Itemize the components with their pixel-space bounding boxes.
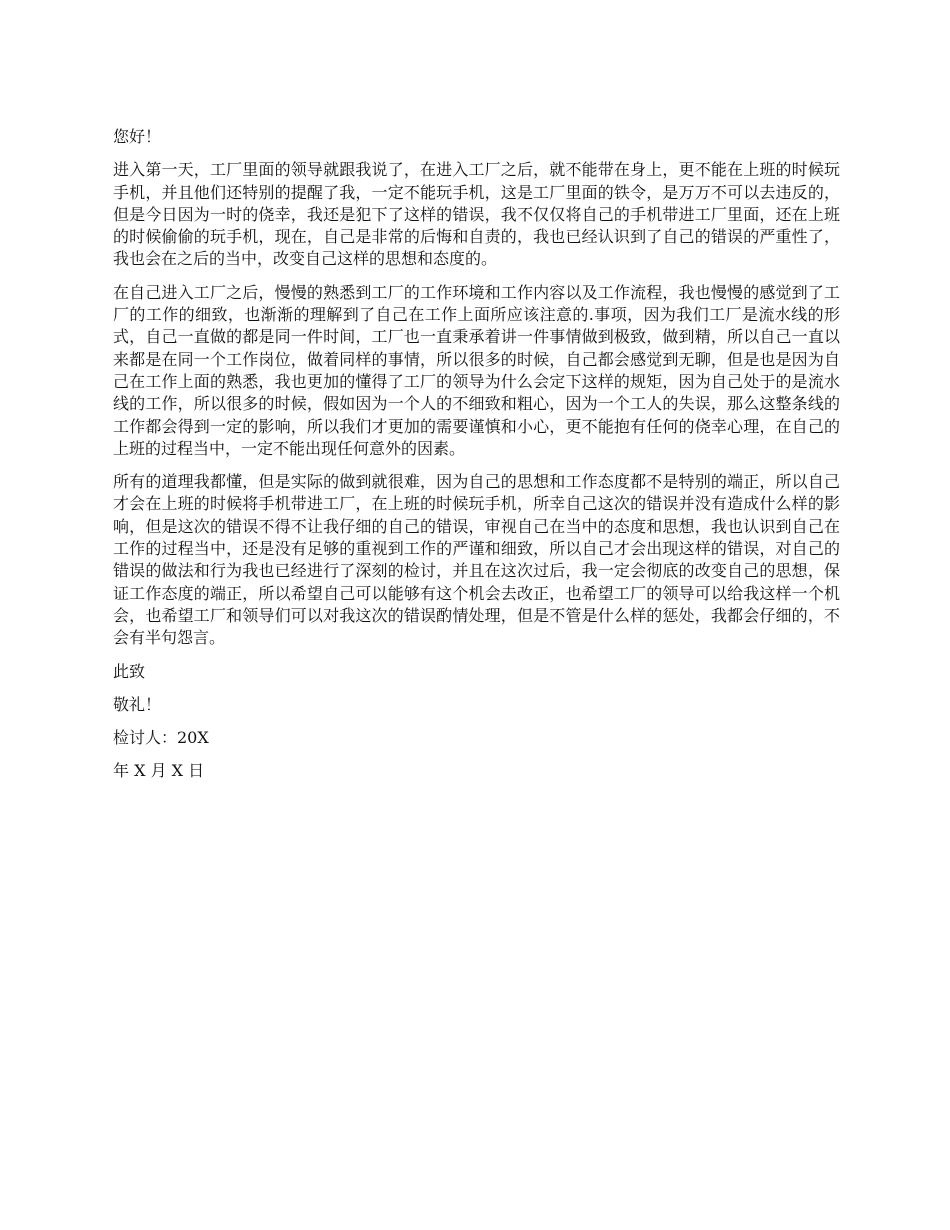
closing-line-1: 此致 [113,661,146,681]
signature: 检讨人：20X [113,728,209,748]
closing-line-2: 敬礼！ [113,694,162,714]
greeting: 您好！ [113,127,162,146]
letter-document [113,126,840,794]
paragraph-1: 进入第一天，工厂里面的领导就跟我说了，在进入工厂之后，就不能带在身上，更不能在上班的时候玩手机，并且他们还特别的提醒了我，一定不能玩手机，这是工厂里面的铁令，是万万不可以去违反的，但是今日因为一时的侥幸，我还是犯下了这样的错误，我不仅仅将自己的手机带进工厂里面，还在上班的时候偷偷的玩手机，现在，自己是非常的后悔和自责的，我也已经认识到了自己的错误的严重性了，我也会在之后的当中，改变自己这样的思想和态度的。 [113,160,840,269]
date-line: 年 X 月 X 日 [113,761,205,781]
paragraph-2: 在自己进入工厂之后，慢慢的熟悉到工厂的工作环境和工作内容以及工作流程，我也慢慢的感觉到了工厂的工作的细致，也渐渐的理解到了自己在工作上面所应该注意的.事项，因为我们工厂是流水线的形式，自己一直做的都是同一件时间，工厂也一直秉承着讲一件事情做到极致，做到精，所以自己一直以来都是在同一个工作岗位，做着同样的事情，所以很多的时候，自己都会感觉到无聊，但是也是因为自己在工作上面的熟悉，我也更加的懂得了工厂的领导为什么会定下这样的规矩，因为自己处于的是流水线的工作，所以很多的时候，假如因为一个人的不细致和粗心，因为一个工人的失误，那么这整条线的工作都会得到一定的影响，所以我们才更加的需要谨慎和小心，更不能抱有任何的侥幸心理，在自己的上班的过程当中，一定不能出现任何意外的因素。 [113,282,840,458]
paragraph-3: 所有的道理我都懂，但是实际的做到就很难，因为自己的思想和工作态度都不是特别的端正，所以自己才会在上班的时候将手机带进工厂，在上班的时候玩手机，所幸自己这次的错误并没有造成什么样的影响，但是这次的错误不得不让我仔细的自己的错误，审视自己在当中的态度和思想，我也认识到自己在工作的过程当中，还是没有足够的重视到工作的严谨和细致，所以自己才会出现这样的错误，对自己的错误的做法和行为我也已经进行了深刻的检讨，并且在这次过后，我一定会彻底的改变自己的思想，保证工作态度的端正，所以希望自己可以能够有这个机会去改正，也希望工厂的领导可以给我这样一个机会，也希望工厂和领导们可以对我这次的错误酌情处理，但是不管是什么样的惩处，我都会仔细的，不会有半句怨言。 [113,472,840,648]
